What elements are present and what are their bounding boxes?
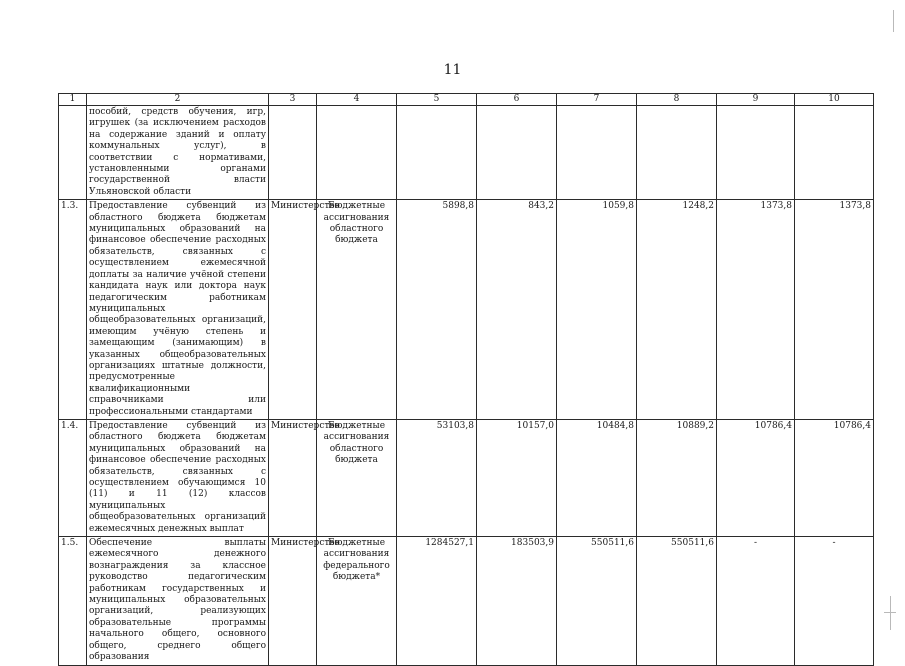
funding-source-cell: Бюджетные ассигнования областного бюджета	[317, 419, 397, 536]
amount-cell: 1373,8	[795, 200, 874, 420]
executor-cell: Министерство	[269, 419, 317, 536]
funding-source-cell: Бюджетные ассигнования федерального бюджета*	[317, 537, 397, 665]
executor-cell: Министерство	[269, 200, 317, 420]
amount-cell: 10484,8	[557, 419, 637, 536]
amount-cell	[397, 106, 477, 200]
description-cell: Предоставление субвенций из областного бюджета бюджетам муниципальных образований на финансовое обеспечение расходных обязательств, связанных с осуществлением обучающимся 10 (11) и 11 (12) классов муниципальных общеобразовательных организаций ежемесячных денежных выплат	[87, 419, 269, 536]
amount-cell: 10786,4	[717, 419, 795, 536]
table-header-row	[59, 94, 874, 106]
amount-cell	[557, 106, 637, 200]
amount-cell: 1373,8	[717, 200, 795, 420]
header-cell: 4	[317, 94, 397, 106]
amount-cell: 843,2	[477, 200, 557, 420]
header-cell: 7	[557, 94, 637, 106]
item-number-cell	[59, 106, 87, 200]
amount-cell: 10889,2	[637, 419, 717, 536]
scan-artifact	[893, 10, 894, 32]
amount-cell: 5898,8	[397, 200, 477, 420]
header-cell: 6	[477, 94, 557, 106]
header-cell: 9	[717, 94, 795, 106]
scan-artifact	[890, 596, 891, 630]
table-body	[59, 106, 874, 666]
amount-cell	[717, 106, 795, 200]
table-row	[59, 537, 874, 665]
amount-cell: 10786,4	[795, 419, 874, 536]
amount-cell	[477, 106, 557, 200]
amount-cell: 1248,2	[637, 200, 717, 420]
header-cell: 5	[397, 94, 477, 106]
item-number-cell: 1.3.	[59, 200, 87, 420]
description-cell: Предоставление субвенций из областного бюджета бюджетам муниципальных образований на финансовое обеспечение расходных обязательств, связанных с осуществлением ежемесячной доплаты за наличие учёной степени кандидата наук или доктора наук педагогическим работникам муниципальных общеобразовательных организаций, имеющим учёную степень и замещающим (занимающим) в указанных общеобразовательных организациях штатные должности, предусмотренные квалификационными справочниками или профессиональными стандартами	[87, 200, 269, 420]
description-cell: пособий, средств обучения, игр, игрушек (за исключением расходов на содержание зданий и оплату коммунальных услуг), в соответствии с нормативами, установленными органами государственной власти Ульяновской области	[87, 106, 269, 200]
executor-cell: Министерство	[269, 537, 317, 665]
description-cell: Обеспечение выплаты ежемесячного денежного вознаграждения за классное руководство педагогическим работникам государственных и муниципальных образовательных организаций, реализующих образовательные программы начального общего, основного общего, среднего общего образования	[87, 537, 269, 665]
amount-cell: -	[795, 537, 874, 665]
amount-cell	[637, 106, 717, 200]
amount-cell: 1059,8	[557, 200, 637, 420]
amount-cell: 53103,8	[397, 419, 477, 536]
table-row	[59, 106, 874, 200]
header-cell: 3	[269, 94, 317, 106]
amount-cell: 550511,6	[557, 537, 637, 665]
header-cell: 2	[87, 94, 269, 106]
amount-cell: 183503,9	[477, 537, 557, 665]
amount-cell: 550511,6	[637, 537, 717, 665]
amount-cell: -	[717, 537, 795, 665]
amount-cell: 1284527,1	[397, 537, 477, 665]
amount-cell	[795, 106, 874, 200]
header-cell: 8	[637, 94, 717, 106]
executor-cell	[269, 106, 317, 200]
header-cell: 1	[59, 94, 87, 106]
page-number: 11	[443, 62, 462, 78]
scan-artifact	[884, 612, 896, 613]
item-number-cell: 1.4.	[59, 419, 87, 536]
amount-cell: 10157,0	[477, 419, 557, 536]
program-table	[58, 93, 874, 666]
table-row	[59, 419, 874, 536]
funding-source-cell	[317, 106, 397, 200]
header-cell: 10	[795, 94, 874, 106]
funding-source-cell: Бюджетные ассигнования областного бюджета	[317, 200, 397, 420]
table-row	[59, 200, 874, 420]
item-number-cell: 1.5.	[59, 537, 87, 665]
